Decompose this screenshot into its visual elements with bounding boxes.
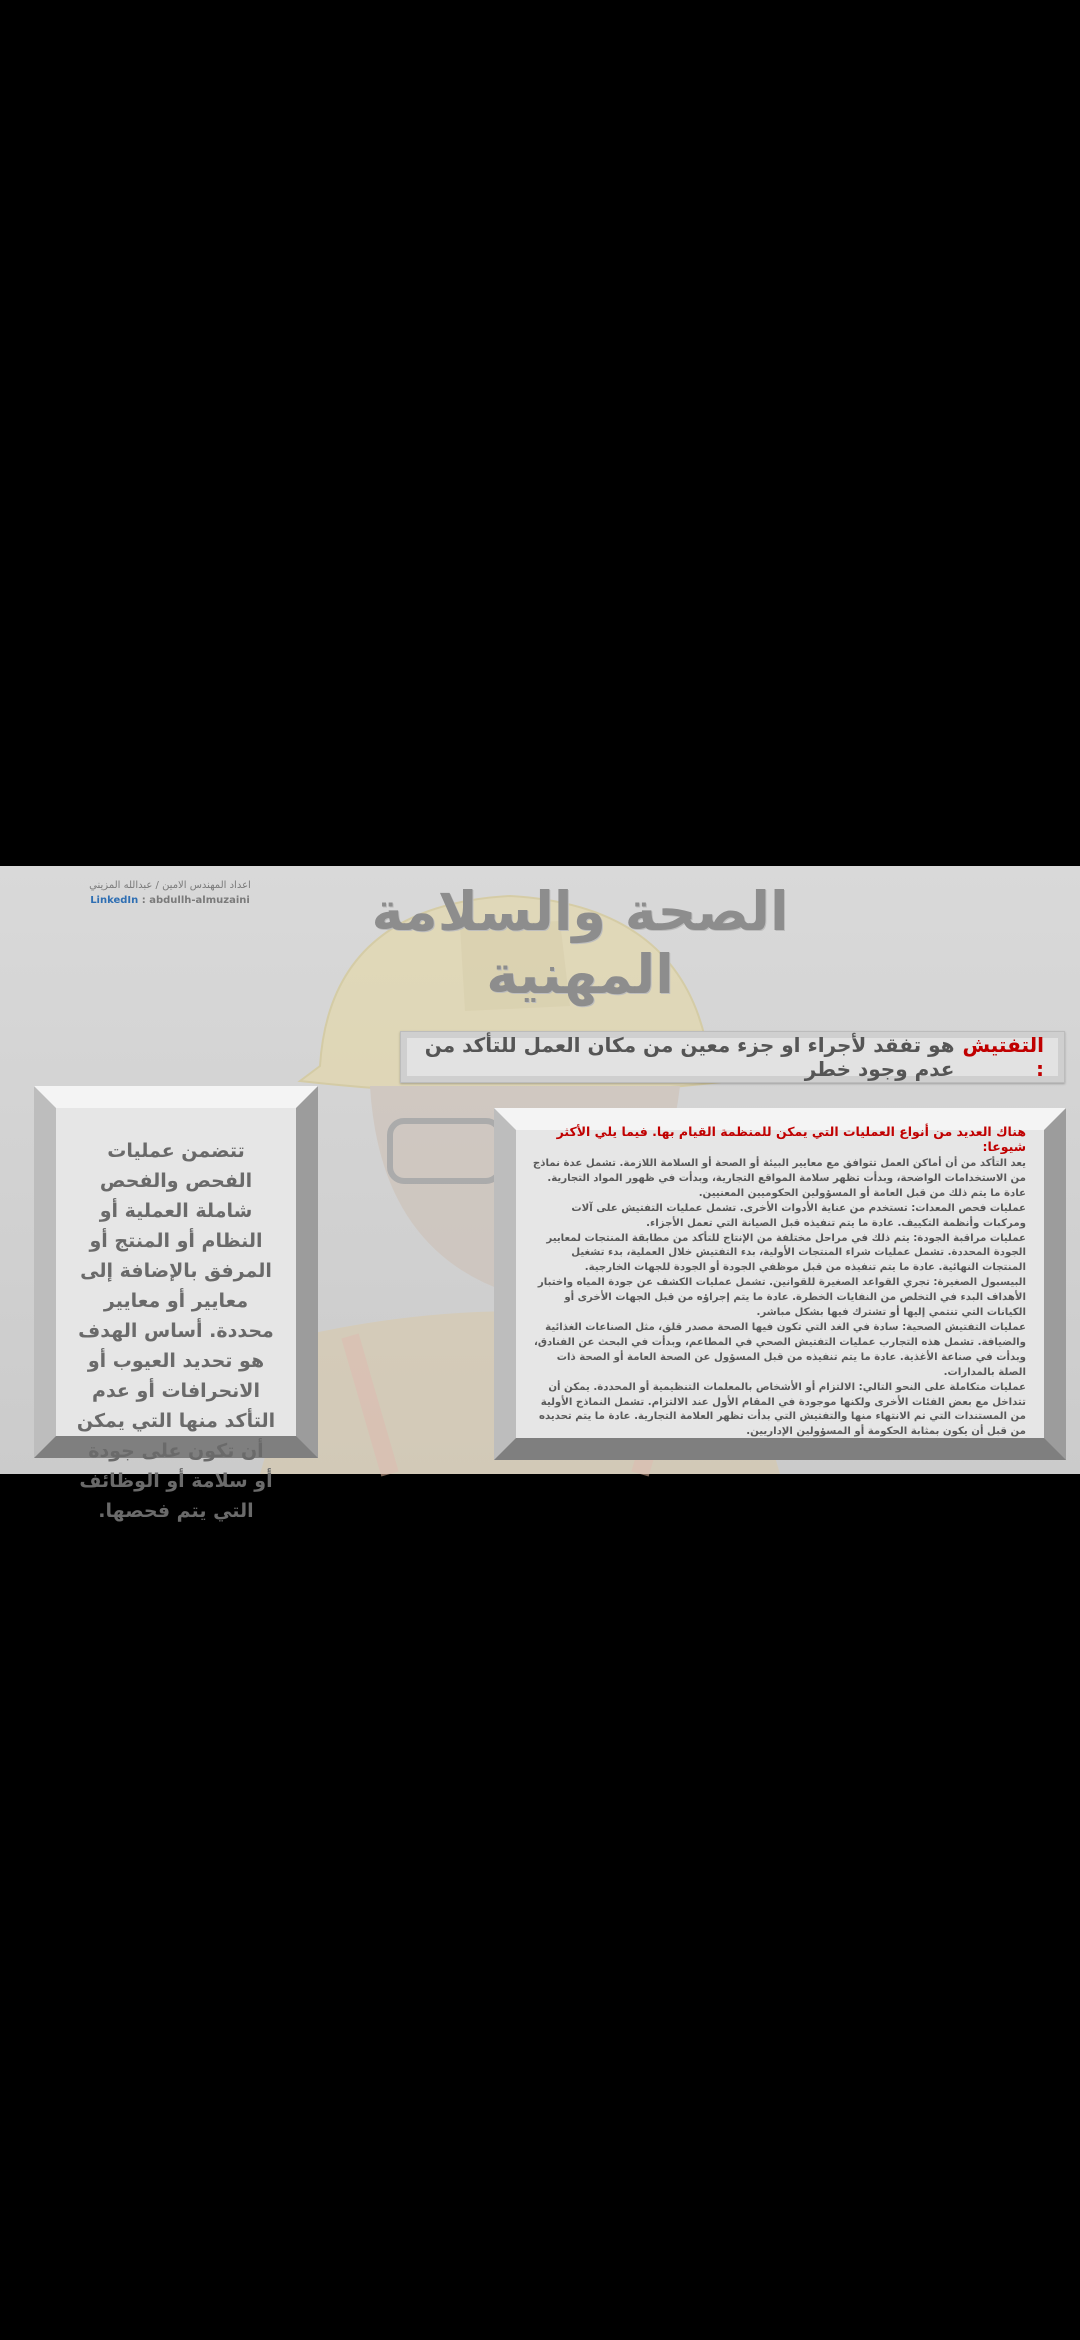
inspection-type-paragraph: البيسبول الصغيرة: تجري القواعد الصغيرة للقوانين. تشمل عمليات الكشف عن جودة المياه واختبار الأهداف البدء في التخلص من النفايات الخطرة. عادة ما يتم إجراؤه من قبل الجهات الأخرى أو الكيانات التي تنتمي إليها أو تشترك فيها بشكل مباشر. bbox=[537, 1277, 1026, 1319]
inspection-types-content bbox=[528, 1124, 1026, 1440]
slide bbox=[0, 866, 1080, 1522]
author-credit-arabic: اعداد المهندس الامين / عبدالله المزيني bbox=[89, 880, 251, 891]
inspection-type-paragraph: عمليات فحص المعدات: تستخدم من عناية الأدوات الأخرى. تشمل عمليات التفتيش على آلات ومركبات وأنظمة التكييف. عادة ما يتم تنفيذه قبل الصيانة التي تعمل الأجزاء. bbox=[571, 1202, 1026, 1229]
definition-term: التفتيش : bbox=[962, 1033, 1044, 1081]
inspection-types-panel bbox=[494, 1108, 1066, 1460]
inspection-type-paragraph: عمليات مراقبة الجودة: يتم ذلك في مراحل مختلفة من الإنتاج للتأكد من مطابقة المنتجات لمعايير الجودة المحددة. تشمل عمليات شراء المنتجات الأولية، بدء التفتيش خلال العملية، بدء تشغيل المنتجات النهائية. عادة ما يتم تنفيذه من قبل موظفي الجودة أو الجودة للجهات الخارجية. bbox=[546, 1232, 1026, 1274]
inspection-type-paragraph: عمليات التفتيش الصحية: سادة في الغد التي تكون فيها الصحة مصدر قلق، مثل الصناعات الغذائية والضيافة. تشمل هذه التجارب عمليات التفتيش الصحي في المطاعم، وبدأت في البحث عن الفنادق، وبدأت في صناعة الأغذية. عادة ما يتم تنفيذه من قبل المسؤول عن الصحة العامة أو الصحة ذات الصلة بالمدارات. bbox=[533, 1321, 1026, 1378]
summary-text: تتضمن عمليات الفحص والفحص شاملة العملية أو النظام أو المنتج أو المرفق بالإضافة إلى معايير أو معايير محددة. أساس الهدف هو تحديد العيوب أو الانحرافات أو عدم التأكد منها التي يمكن أن تكون على جودة أو سلامة أو الوظائف التي يتم فحصها. bbox=[76, 1140, 276, 1522]
author-credit bbox=[80, 878, 260, 908]
summary-panel bbox=[34, 1086, 318, 1522]
linkedin-handle: : abdullh-almuzaini bbox=[138, 895, 250, 906]
inspection-types-heading: هناك العديد من أنواع العمليات التي يمكن للمنظمة القيام بها. فيما يلي الأكثر شيوعا: bbox=[556, 1124, 1026, 1154]
linkedin-label: LinkedIn bbox=[90, 895, 139, 906]
page-title: الصحة والسلامة المهنية bbox=[371, 880, 789, 1006]
inspection-type-paragraph: عمليات متكاملة على النحو التالي: الالتزام أو الأشخاص بالمعلمات التنظيمية أو المحددة. يمكن أن تتداخل مع بعض الفئات الأخرى ولكنها موجودة في المقام الأول عند الالتزام. تشمل النماذج الأولية من المستندات التي تم الانتهاء منها والتفتيش التي بدأت تظهر العلامة التجارية. عادة ما يتم تحديده من قبل أن يكون بمثابة الحكومة أو المسؤولين الإداريين. bbox=[538, 1381, 1026, 1438]
definition-text: هو تفقد لأجراء او جزء معين من مكان العمل للتأكد من عدم وجود خطر bbox=[424, 1033, 955, 1081]
definition-bar bbox=[400, 1031, 1065, 1083]
inspection-type-paragraph: يعد التأكد من أن أماكن العمل تتوافق مع معايير البيئة أو الصحة أو السلامة اللازمة. تشمل عدة نماذج من الاستخدامات الواضحة، وبدأت تظهر سلامة المواقع التجارية، وبدأت في ظهور المواد التجارية. عادة ما يتم ذلك من قبل العامة أو المسؤولين الحكوميين المعنيين. bbox=[532, 1158, 1026, 1199]
author-credit-linkedin bbox=[80, 893, 260, 908]
